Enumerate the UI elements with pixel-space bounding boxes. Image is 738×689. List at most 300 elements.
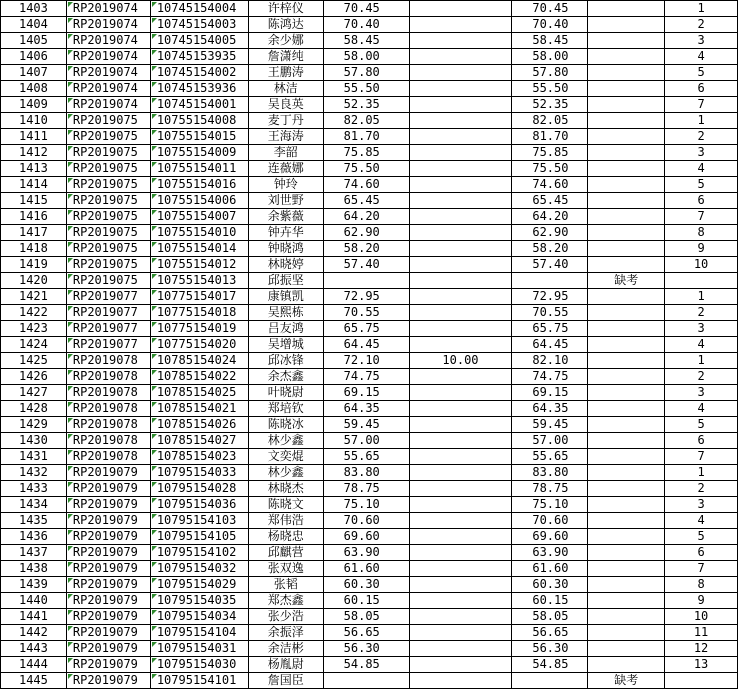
cell-exam-code[interactable]: RP2019074 [66,97,150,113]
cell-ticket-number[interactable]: 10785154025 [150,385,248,401]
cell-bonus-points[interactable] [409,577,512,593]
cell-ticket-number[interactable]: 10745154003 [150,17,248,33]
cell-bonus-points[interactable] [409,609,512,625]
cell-remark[interactable] [588,129,665,145]
cell-serial[interactable]: 1406 [1,49,67,65]
cell-written-score[interactable]: 82.05 [323,113,409,129]
cell-total-score[interactable]: 65.75 [512,321,588,337]
cell-ticket-number[interactable]: 10745154004 [150,1,248,17]
cell-exam-code[interactable]: RP2019075 [66,177,150,193]
cell-rank[interactable]: 3 [665,321,738,337]
cell-rank[interactable]: 5 [665,529,738,545]
cell-serial[interactable]: 1439 [1,577,67,593]
cell-bonus-points[interactable] [409,433,512,449]
cell-exam-code[interactable]: RP2019078 [66,385,150,401]
cell-total-score[interactable]: 58.45 [512,33,588,49]
cell-remark[interactable] [588,609,665,625]
cell-remark[interactable] [588,481,665,497]
cell-ticket-number[interactable]: 10745153936 [150,81,248,97]
cell-total-score[interactable]: 72.95 [512,289,588,305]
cell-written-score[interactable]: 58.45 [323,33,409,49]
cell-written-score[interactable]: 65.75 [323,321,409,337]
cell-exam-code[interactable]: RP2019079 [66,529,150,545]
cell-serial[interactable]: 1405 [1,33,67,49]
cell-rank[interactable]: 3 [665,33,738,49]
cell-remark[interactable] [588,209,665,225]
cell-total-score[interactable] [512,273,588,289]
cell-remark[interactable] [588,465,665,481]
cell-rank[interactable]: 2 [665,17,738,33]
cell-remark[interactable] [588,161,665,177]
cell-candidate-name[interactable]: 郑杰鑫 [248,593,323,609]
cell-rank[interactable]: 2 [665,481,738,497]
cell-candidate-name[interactable]: 林晓杰 [248,481,323,497]
cell-bonus-points[interactable] [409,529,512,545]
cell-total-score[interactable]: 64.20 [512,209,588,225]
cell-total-score[interactable]: 82.10 [512,353,588,369]
cell-rank[interactable]: 1 [665,1,738,17]
cell-candidate-name[interactable]: 余紫薇 [248,209,323,225]
cell-rank[interactable]: 6 [665,193,738,209]
cell-serial[interactable]: 1442 [1,625,67,641]
cell-remark[interactable]: 缺考 [588,673,665,689]
cell-candidate-name[interactable]: 王鹏涛 [248,65,323,81]
cell-candidate-name[interactable]: 杨胤尉 [248,657,323,673]
cell-ticket-number[interactable]: 10755154010 [150,225,248,241]
cell-candidate-name[interactable]: 钟卉华 [248,225,323,241]
cell-ticket-number[interactable]: 10795154031 [150,641,248,657]
cell-written-score[interactable]: 72.95 [323,289,409,305]
cell-written-score[interactable] [323,673,409,689]
cell-bonus-points[interactable] [409,641,512,657]
cell-ticket-number[interactable]: 10785154027 [150,433,248,449]
cell-bonus-points[interactable] [409,225,512,241]
cell-rank[interactable]: 6 [665,545,738,561]
cell-written-score[interactable]: 70.55 [323,305,409,321]
cell-written-score[interactable]: 75.50 [323,161,409,177]
cell-bonus-points[interactable] [409,17,512,33]
cell-exam-code[interactable]: RP2019074 [66,65,150,81]
cell-rank[interactable]: 7 [665,561,738,577]
cell-serial[interactable]: 1420 [1,273,67,289]
cell-remark[interactable] [588,577,665,593]
cell-candidate-name[interactable]: 王海涛 [248,129,323,145]
cell-rank[interactable]: 1 [665,289,738,305]
cell-exam-code[interactable]: RP2019075 [66,273,150,289]
cell-candidate-name[interactable]: 文奕焜 [248,449,323,465]
cell-rank[interactable]: 4 [665,401,738,417]
cell-bonus-points[interactable]: 10.00 [409,353,512,369]
cell-rank[interactable]: 4 [665,49,738,65]
cell-ticket-number[interactable]: 10795154034 [150,609,248,625]
cell-remark[interactable] [588,529,665,545]
cell-serial[interactable]: 1441 [1,609,67,625]
cell-bonus-points[interactable] [409,465,512,481]
cell-bonus-points[interactable] [409,657,512,673]
cell-exam-code[interactable]: RP2019075 [66,257,150,273]
cell-bonus-points[interactable] [409,561,512,577]
cell-remark[interactable] [588,289,665,305]
cell-rank[interactable]: 3 [665,385,738,401]
cell-remark[interactable] [588,145,665,161]
cell-bonus-points[interactable] [409,49,512,65]
cell-candidate-name[interactable]: 林少鑫 [248,465,323,481]
cell-exam-code[interactable]: RP2019075 [66,161,150,177]
cell-total-score[interactable]: 62.90 [512,225,588,241]
cell-candidate-name[interactable]: 郑培钦 [248,401,323,417]
cell-bonus-points[interactable] [409,129,512,145]
cell-serial[interactable]: 1412 [1,145,67,161]
cell-bonus-points[interactable] [409,513,512,529]
cell-remark[interactable] [588,17,665,33]
cell-rank[interactable]: 7 [665,209,738,225]
cell-exam-code[interactable]: RP2019079 [66,561,150,577]
cell-remark[interactable] [588,49,665,65]
cell-candidate-name[interactable]: 麦丁丹 [248,113,323,129]
cell-written-score[interactable]: 78.75 [323,481,409,497]
cell-exam-code[interactable]: RP2019075 [66,225,150,241]
cell-exam-code[interactable]: RP2019075 [66,145,150,161]
cell-bonus-points[interactable] [409,209,512,225]
cell-serial[interactable]: 1410 [1,113,67,129]
cell-written-score[interactable]: 64.20 [323,209,409,225]
cell-exam-code[interactable]: RP2019079 [66,465,150,481]
cell-candidate-name[interactable]: 余少娜 [248,33,323,49]
cell-remark[interactable] [588,353,665,369]
cell-rank[interactable]: 1 [665,465,738,481]
cell-serial[interactable]: 1413 [1,161,67,177]
cell-total-score[interactable]: 69.60 [512,529,588,545]
cell-total-score[interactable]: 70.45 [512,1,588,17]
cell-bonus-points[interactable] [409,449,512,465]
cell-exam-code[interactable]: RP2019078 [66,401,150,417]
cell-candidate-name[interactable]: 叶晓尉 [248,385,323,401]
cell-rank[interactable]: 4 [665,513,738,529]
cell-exam-code[interactable]: RP2019079 [66,497,150,513]
cell-serial[interactable]: 1436 [1,529,67,545]
cell-candidate-name[interactable]: 吴增城 [248,337,323,353]
cell-total-score[interactable]: 60.15 [512,593,588,609]
cell-written-score[interactable]: 83.80 [323,465,409,481]
cell-total-score[interactable]: 64.35 [512,401,588,417]
cell-ticket-number[interactable]: 10755154015 [150,129,248,145]
cell-total-score[interactable]: 70.60 [512,513,588,529]
cell-written-score[interactable]: 60.30 [323,577,409,593]
cell-exam-code[interactable]: RP2019077 [66,289,150,305]
cell-serial[interactable]: 1435 [1,513,67,529]
cell-remark[interactable] [588,33,665,49]
cell-total-score[interactable]: 75.85 [512,145,588,161]
cell-serial[interactable]: 1432 [1,465,67,481]
cell-candidate-name[interactable]: 吴良英 [248,97,323,113]
cell-total-score[interactable]: 83.80 [512,465,588,481]
cell-rank[interactable]: 10 [665,609,738,625]
cell-total-score[interactable]: 56.30 [512,641,588,657]
cell-remark[interactable] [588,401,665,417]
cell-written-score[interactable]: 56.30 [323,641,409,657]
cell-rank[interactable]: 8 [665,577,738,593]
cell-remark[interactable] [588,257,665,273]
cell-written-score[interactable]: 74.60 [323,177,409,193]
cell-bonus-points[interactable] [409,305,512,321]
cell-exam-code[interactable]: RP2019078 [66,417,150,433]
cell-total-score[interactable]: 59.45 [512,417,588,433]
cell-rank[interactable] [665,273,738,289]
cell-rank[interactable]: 13 [665,657,738,673]
cell-bonus-points[interactable] [409,97,512,113]
cell-exam-code[interactable]: RP2019075 [66,209,150,225]
cell-ticket-number[interactable]: 10795154035 [150,593,248,609]
cell-rank[interactable]: 3 [665,145,738,161]
cell-rank[interactable]: 6 [665,81,738,97]
cell-written-score[interactable]: 58.20 [323,241,409,257]
cell-candidate-name[interactable]: 余杰鑫 [248,369,323,385]
cell-ticket-number[interactable]: 10755154016 [150,177,248,193]
cell-exam-code[interactable]: RP2019074 [66,33,150,49]
cell-candidate-name[interactable]: 林洁 [248,81,323,97]
cell-exam-code[interactable]: RP2019075 [66,129,150,145]
cell-written-score[interactable]: 65.45 [323,193,409,209]
cell-total-score[interactable]: 55.50 [512,81,588,97]
cell-bonus-points[interactable] [409,161,512,177]
cell-rank[interactable]: 7 [665,449,738,465]
cell-written-score[interactable]: 70.40 [323,17,409,33]
cell-rank[interactable]: 12 [665,641,738,657]
cell-exam-code[interactable]: RP2019077 [66,337,150,353]
cell-exam-code[interactable]: RP2019079 [66,577,150,593]
cell-remark[interactable] [588,241,665,257]
cell-exam-code[interactable]: RP2019079 [66,513,150,529]
cell-candidate-name[interactable]: 詹潇纯 [248,49,323,65]
cell-ticket-number[interactable]: 10745154002 [150,65,248,81]
cell-bonus-points[interactable] [409,497,512,513]
cell-remark[interactable] [588,449,665,465]
cell-total-score[interactable]: 58.00 [512,49,588,65]
cell-serial[interactable]: 1409 [1,97,67,113]
cell-candidate-name[interactable]: 邱振坚 [248,273,323,289]
cell-ticket-number[interactable]: 10755154011 [150,161,248,177]
cell-exam-code[interactable]: RP2019075 [66,113,150,129]
cell-exam-code[interactable]: RP2019078 [66,449,150,465]
cell-written-score[interactable]: 63.90 [323,545,409,561]
cell-written-score[interactable]: 81.70 [323,129,409,145]
cell-exam-code[interactable]: RP2019075 [66,241,150,257]
cell-total-score[interactable]: 58.05 [512,609,588,625]
cell-written-score[interactable]: 58.05 [323,609,409,625]
cell-written-score[interactable]: 57.80 [323,65,409,81]
cell-ticket-number[interactable]: 10775154018 [150,305,248,321]
cell-rank[interactable]: 5 [665,417,738,433]
cell-serial[interactable]: 1430 [1,433,67,449]
cell-serial[interactable]: 1416 [1,209,67,225]
cell-total-score[interactable]: 64.45 [512,337,588,353]
cell-serial[interactable]: 1424 [1,337,67,353]
cell-ticket-number[interactable]: 10795154104 [150,625,248,641]
cell-candidate-name[interactable]: 郑伟浩 [248,513,323,529]
cell-ticket-number[interactable]: 10775154020 [150,337,248,353]
cell-rank[interactable]: 5 [665,65,738,81]
cell-written-score[interactable]: 55.50 [323,81,409,97]
cell-serial[interactable]: 1414 [1,177,67,193]
cell-total-score[interactable]: 65.45 [512,193,588,209]
cell-candidate-name[interactable]: 康镇凯 [248,289,323,305]
cell-rank[interactable]: 5 [665,177,738,193]
cell-candidate-name[interactable]: 林晓婷 [248,257,323,273]
cell-bonus-points[interactable] [409,321,512,337]
cell-rank[interactable]: 1 [665,113,738,129]
cell-bonus-points[interactable] [409,241,512,257]
cell-serial[interactable]: 1438 [1,561,67,577]
cell-ticket-number[interactable]: 10755154014 [150,241,248,257]
cell-remark[interactable] [588,641,665,657]
cell-exam-code[interactable]: RP2019074 [66,17,150,33]
cell-serial[interactable]: 1425 [1,353,67,369]
cell-total-score[interactable]: 58.20 [512,241,588,257]
cell-bonus-points[interactable] [409,33,512,49]
cell-written-score[interactable]: 60.15 [323,593,409,609]
cell-candidate-name[interactable]: 邱冰锋 [248,353,323,369]
cell-ticket-number[interactable]: 10755154007 [150,209,248,225]
cell-rank[interactable]: 4 [665,337,738,353]
cell-ticket-number[interactable]: 10795154036 [150,497,248,513]
cell-exam-code[interactable]: RP2019075 [66,193,150,209]
cell-bonus-points[interactable] [409,289,512,305]
cell-remark[interactable] [588,385,665,401]
cell-exam-code[interactable]: RP2019079 [66,673,150,689]
cell-bonus-points[interactable] [409,257,512,273]
cell-exam-code[interactable]: RP2019079 [66,657,150,673]
cell-bonus-points[interactable] [409,417,512,433]
cell-total-score[interactable] [512,673,588,689]
cell-ticket-number[interactable]: 10745154001 [150,97,248,113]
cell-bonus-points[interactable] [409,337,512,353]
cell-candidate-name[interactable]: 林少鑫 [248,433,323,449]
cell-total-score[interactable]: 57.80 [512,65,588,81]
cell-rank[interactable]: 11 [665,625,738,641]
cell-ticket-number[interactable]: 10755154008 [150,113,248,129]
cell-bonus-points[interactable] [409,593,512,609]
cell-candidate-name[interactable]: 许梓仪 [248,1,323,17]
cell-candidate-name[interactable]: 邱麒营 [248,545,323,561]
cell-serial[interactable]: 1444 [1,657,67,673]
cell-serial[interactable]: 1426 [1,369,67,385]
cell-ticket-number[interactable]: 10785154023 [150,449,248,465]
cell-remark[interactable] [588,593,665,609]
cell-total-score[interactable]: 82.05 [512,113,588,129]
cell-candidate-name[interactable]: 张双逸 [248,561,323,577]
cell-written-score[interactable]: 75.85 [323,145,409,161]
cell-candidate-name[interactable]: 陈鸿达 [248,17,323,33]
cell-total-score[interactable]: 74.60 [512,177,588,193]
cell-total-score[interactable]: 69.15 [512,385,588,401]
cell-ticket-number[interactable]: 10775154017 [150,289,248,305]
cell-written-score[interactable]: 57.40 [323,257,409,273]
cell-candidate-name[interactable]: 吴熙栋 [248,305,323,321]
cell-ticket-number[interactable]: 10755154006 [150,193,248,209]
cell-written-score[interactable]: 61.60 [323,561,409,577]
cell-remark[interactable] [588,193,665,209]
cell-serial[interactable]: 1404 [1,17,67,33]
cell-ticket-number[interactable]: 10785154021 [150,401,248,417]
cell-written-score[interactable]: 59.45 [323,417,409,433]
cell-remark[interactable] [588,433,665,449]
cell-written-score[interactable]: 70.45 [323,1,409,17]
cell-total-score[interactable]: 61.60 [512,561,588,577]
cell-written-score[interactable]: 72.10 [323,353,409,369]
cell-exam-code[interactable]: RP2019079 [66,593,150,609]
cell-remark[interactable] [588,225,665,241]
cell-total-score[interactable]: 74.75 [512,369,588,385]
cell-bonus-points[interactable] [409,145,512,161]
cell-ticket-number[interactable]: 10795154033 [150,465,248,481]
cell-written-score[interactable]: 64.45 [323,337,409,353]
cell-exam-code[interactable]: RP2019077 [66,305,150,321]
cell-ticket-number[interactable]: 10785154022 [150,369,248,385]
cell-written-score[interactable]: 57.00 [323,433,409,449]
cell-bonus-points[interactable] [409,273,512,289]
cell-written-score[interactable]: 69.15 [323,385,409,401]
cell-written-score[interactable]: 54.85 [323,657,409,673]
cell-total-score[interactable]: 63.90 [512,545,588,561]
cell-written-score[interactable]: 58.00 [323,49,409,65]
cell-bonus-points[interactable] [409,65,512,81]
cell-remark[interactable] [588,657,665,673]
cell-ticket-number[interactable]: 10785154024 [150,353,248,369]
cell-serial[interactable]: 1421 [1,289,67,305]
cell-total-score[interactable]: 52.35 [512,97,588,113]
cell-bonus-points[interactable] [409,481,512,497]
cell-exam-code[interactable]: RP2019079 [66,625,150,641]
cell-candidate-name[interactable]: 詹国臣 [248,673,323,689]
cell-ticket-number[interactable]: 10795154030 [150,657,248,673]
cell-written-score[interactable]: 64.35 [323,401,409,417]
cell-rank[interactable]: 8 [665,225,738,241]
cell-ticket-number[interactable]: 10795154032 [150,561,248,577]
cell-candidate-name[interactable]: 陈晓文 [248,497,323,513]
cell-ticket-number[interactable]: 10795154029 [150,577,248,593]
cell-candidate-name[interactable]: 李韶 [248,145,323,161]
cell-remark[interactable] [588,625,665,641]
cell-rank[interactable]: 7 [665,97,738,113]
cell-exam-code[interactable]: RP2019074 [66,49,150,65]
cell-bonus-points[interactable] [409,177,512,193]
cell-remark[interactable] [588,1,665,17]
cell-ticket-number[interactable]: 10795154103 [150,513,248,529]
cell-serial[interactable]: 1428 [1,401,67,417]
cell-serial[interactable]: 1411 [1,129,67,145]
cell-serial[interactable]: 1443 [1,641,67,657]
cell-written-score[interactable] [323,273,409,289]
cell-exam-code[interactable]: RP2019077 [66,321,150,337]
cell-total-score[interactable]: 60.30 [512,577,588,593]
cell-serial[interactable]: 1429 [1,417,67,433]
cell-remark[interactable] [588,321,665,337]
cell-rank[interactable] [665,673,738,689]
cell-candidate-name[interactable]: 张少浩 [248,609,323,625]
cell-serial[interactable]: 1418 [1,241,67,257]
cell-ticket-number[interactable]: 10755154009 [150,145,248,161]
cell-rank[interactable]: 3 [665,497,738,513]
cell-remark[interactable] [588,369,665,385]
cell-remark[interactable] [588,545,665,561]
cell-ticket-number[interactable]: 10755154012 [150,257,248,273]
cell-rank[interactable]: 4 [665,161,738,177]
cell-bonus-points[interactable] [409,193,512,209]
cell-bonus-points[interactable] [409,401,512,417]
cell-rank[interactable]: 2 [665,369,738,385]
cell-written-score[interactable]: 55.65 [323,449,409,465]
cell-exam-code[interactable]: RP2019074 [66,81,150,97]
